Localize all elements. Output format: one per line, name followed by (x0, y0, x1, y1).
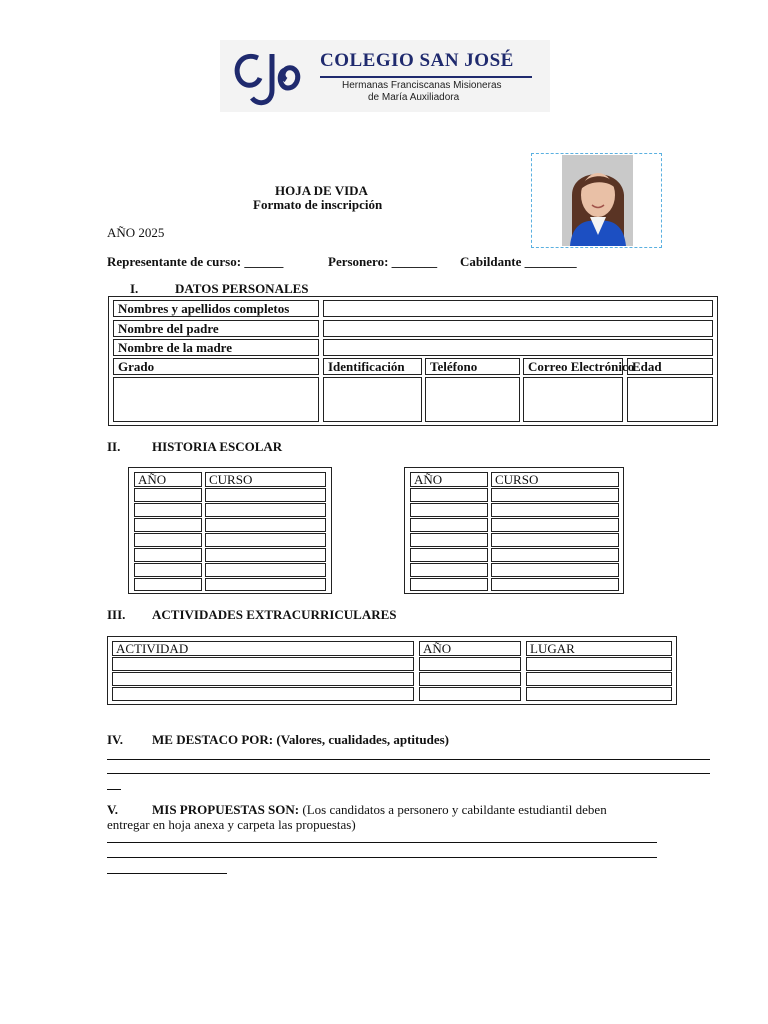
section-2-title: HISTORIA ESCOLAR (152, 439, 283, 454)
section-4-number: IV. (107, 732, 124, 747)
label-edad: Edad (627, 358, 713, 375)
history-right-row[interactable] (410, 563, 488, 577)
school-name: COLEGIO SAN JOSÉ (320, 50, 514, 71)
history-left-row[interactable] (205, 488, 326, 502)
input-nombres[interactable] (323, 300, 713, 317)
label-identificacion: Identificación (323, 358, 422, 375)
history-right-row[interactable] (410, 518, 488, 532)
input-telefono[interactable] (425, 377, 520, 422)
history-right-row[interactable] (410, 548, 488, 562)
activities-place-header: LUGAR (526, 641, 672, 656)
history-right-row[interactable] (491, 548, 619, 562)
activities-row[interactable] (112, 672, 414, 686)
input-madre[interactable] (323, 339, 713, 356)
history-left-row[interactable] (205, 503, 326, 517)
section-5-title: MIS PROPUESTAS SON: (152, 802, 300, 817)
answer-line[interactable] (107, 842, 657, 843)
school-subtitle-1: Hermanas Franciscanas Misioneras (342, 80, 502, 91)
form-title: HOJA DE VIDA (275, 183, 368, 198)
activities-row[interactable] (112, 687, 414, 701)
answer-line[interactable] (107, 789, 121, 790)
label-correo: Correo Electrónico (523, 358, 623, 375)
history-left-row[interactable] (134, 503, 202, 517)
section-2-number: II. (107, 439, 121, 454)
history-right-row[interactable] (410, 488, 488, 502)
history-left-year-header: AÑO (134, 472, 202, 487)
section-3-title: ACTIVIDADES EXTRACURRICULARES (152, 607, 397, 622)
input-padre[interactable] (323, 320, 713, 337)
section-4-heading (152, 732, 449, 748)
history-right-row[interactable] (410, 533, 488, 547)
school-history-table-left (128, 467, 332, 594)
activities-row[interactable] (526, 687, 672, 701)
input-correo[interactable] (523, 377, 623, 422)
section-1-title: DATOS PERSONALES (175, 281, 309, 296)
history-left-row[interactable] (205, 518, 326, 532)
activities-row[interactable] (419, 657, 521, 671)
section-1-number: I. (130, 281, 139, 296)
history-left-row[interactable] (205, 578, 326, 591)
section-3-number: III. (107, 607, 126, 622)
label-padre: Nombre del padre (113, 320, 319, 337)
role-representante: Representante de curso: ______ (107, 254, 284, 269)
student-photo (562, 155, 633, 246)
school-subtitle-2: de María Auxiliadora (368, 92, 460, 103)
history-right-row[interactable] (491, 533, 619, 547)
section-4-title: ME DESTACO POR: (152, 732, 274, 747)
section-4-note: (Valores, cualidades, aptitudes) (276, 732, 449, 747)
activities-row[interactable] (419, 672, 521, 686)
section-5-heading (152, 802, 718, 818)
history-right-row[interactable] (491, 518, 619, 532)
section-5-note-2: entregar en hoja anexa y carpeta las propuestas) (107, 817, 356, 832)
form-year: AÑO 2025 (107, 225, 165, 240)
answer-line[interactable] (107, 759, 710, 760)
label-telefono: Teléfono (425, 358, 520, 375)
input-identificacion[interactable] (323, 377, 422, 422)
activities-row[interactable] (112, 657, 414, 671)
label-madre: Nombre de la madre (113, 339, 319, 356)
answer-line[interactable] (107, 773, 710, 774)
activities-table (107, 636, 677, 705)
label-nombres: Nombres y apellidos completos (113, 300, 319, 317)
school-monogram-icon (230, 46, 310, 108)
history-left-row[interactable] (134, 488, 202, 502)
input-edad[interactable] (627, 377, 713, 422)
history-right-row[interactable] (410, 503, 488, 517)
history-right-row[interactable] (410, 578, 488, 591)
history-left-row[interactable] (134, 548, 202, 562)
activities-activity-header: ACTIVIDAD (112, 641, 414, 656)
form-subtitle: Formato de inscripción (253, 197, 383, 212)
section-5-note: (Los candidatos a personero y cabildante estudiantil deben (302, 802, 607, 817)
input-grado[interactable] (113, 377, 319, 422)
history-left-row[interactable] (134, 578, 202, 591)
photo-frame (531, 153, 662, 248)
answer-line[interactable] (107, 873, 227, 874)
school-history-table-right (404, 467, 624, 594)
history-left-row[interactable] (134, 563, 202, 577)
history-left-row[interactable] (205, 563, 326, 577)
history-right-row[interactable] (491, 488, 619, 502)
history-left-row[interactable] (205, 533, 326, 547)
history-right-row[interactable] (491, 503, 619, 517)
history-left-row[interactable] (134, 533, 202, 547)
student-portrait-icon (562, 155, 633, 246)
history-left-course-header: CURSO (205, 472, 326, 487)
school-logo (220, 40, 550, 112)
history-right-row[interactable] (491, 563, 619, 577)
role-cabildante: Cabildante ________ (460, 254, 577, 269)
history-right-row[interactable] (491, 578, 619, 591)
history-right-year-header: AÑO (410, 472, 488, 487)
answer-line[interactable] (107, 857, 657, 858)
role-personero: Personero: _______ (328, 254, 438, 269)
history-right-course-header: CURSO (491, 472, 619, 487)
section-5-number: V. (107, 802, 118, 817)
activities-year-header: AÑO (419, 641, 521, 656)
activities-row[interactable] (526, 672, 672, 686)
personal-data-table (108, 296, 718, 426)
label-grado: Grado (113, 358, 319, 375)
history-left-row[interactable] (205, 548, 326, 562)
activities-row[interactable] (526, 657, 672, 671)
activities-row[interactable] (419, 687, 521, 701)
school-name-rule (320, 76, 532, 78)
history-left-row[interactable] (134, 518, 202, 532)
